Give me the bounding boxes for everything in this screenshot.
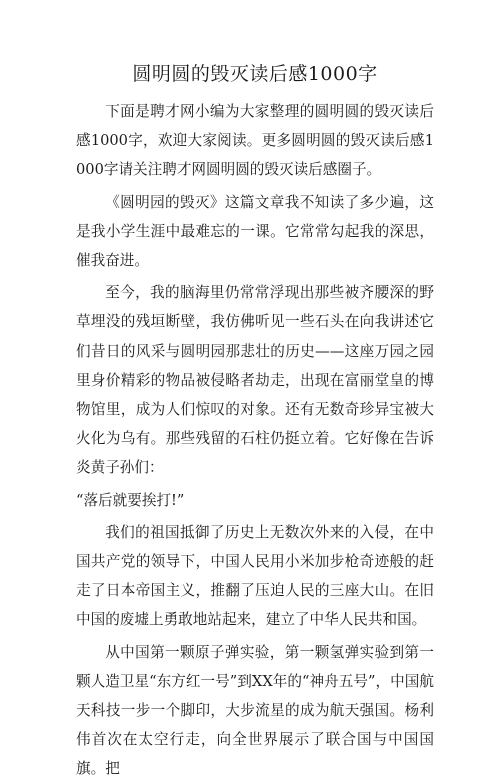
paragraph-intro: 下面是聘才网小编为大家整理的圆明圆的毁灭读后感1000字，欢迎大家阅读。更多圆明圆的毁灭读后感1000字请关注聘才网圆明圆的毁灭读后感圈子。 [76,103,434,179]
paragraph-ruins: 至今，我的脑海里仍常常浮现出那些被齐腰深的野草埋没的残垣断壁，我仿佛听见一些石头在向我讲述它们昔日的风采与圆明园那悲壮的历史——这座万园之园里身价精彩的物品被侵略者劫走，出现在富丽堂皇的博物馆里，成为人们惊叹的对象。还有无数奇珍异宝被大火化为乌有。那些残留的石柱仍挺立着。它好像在告诉炎黄子孙们： [76,284,434,477]
paragraph-quote: “落后就要挨打!” [76,491,185,509]
document-title: 圆明圆的毁灭读后感1000字 [132,63,378,85]
paragraph-article-memory: 《圆明园的毁灭》这篇文章我不知读了多少遍，这是我小学生涯中最难忘的一课。它常常勾起我的深思，催我奋进。 [76,193,434,270]
paragraph-motherland: 我们的祖国抵御了历史上无数次外来的入侵，在中国共产党的领导下，中国人民用小米加步枪奇迹般的赶走了日本帝国主义，推翻了压迫人民的三座大山。在旧中国的废墟上勇敢地站起来，建立了中华人民共和国。 [76,523,434,629]
paragraph-space-program: 从中国第一颗原子弹实验，第一颗氢弹实验到第一颗人造卫星“东方红一号”到XX年的“神舟五号”，中国航天科技一步一个脚印，大步流星的成为航天强国。杨利伟首次在太空行走，向全世界展示了联合国与中国国旗。把 [76,643,434,778]
